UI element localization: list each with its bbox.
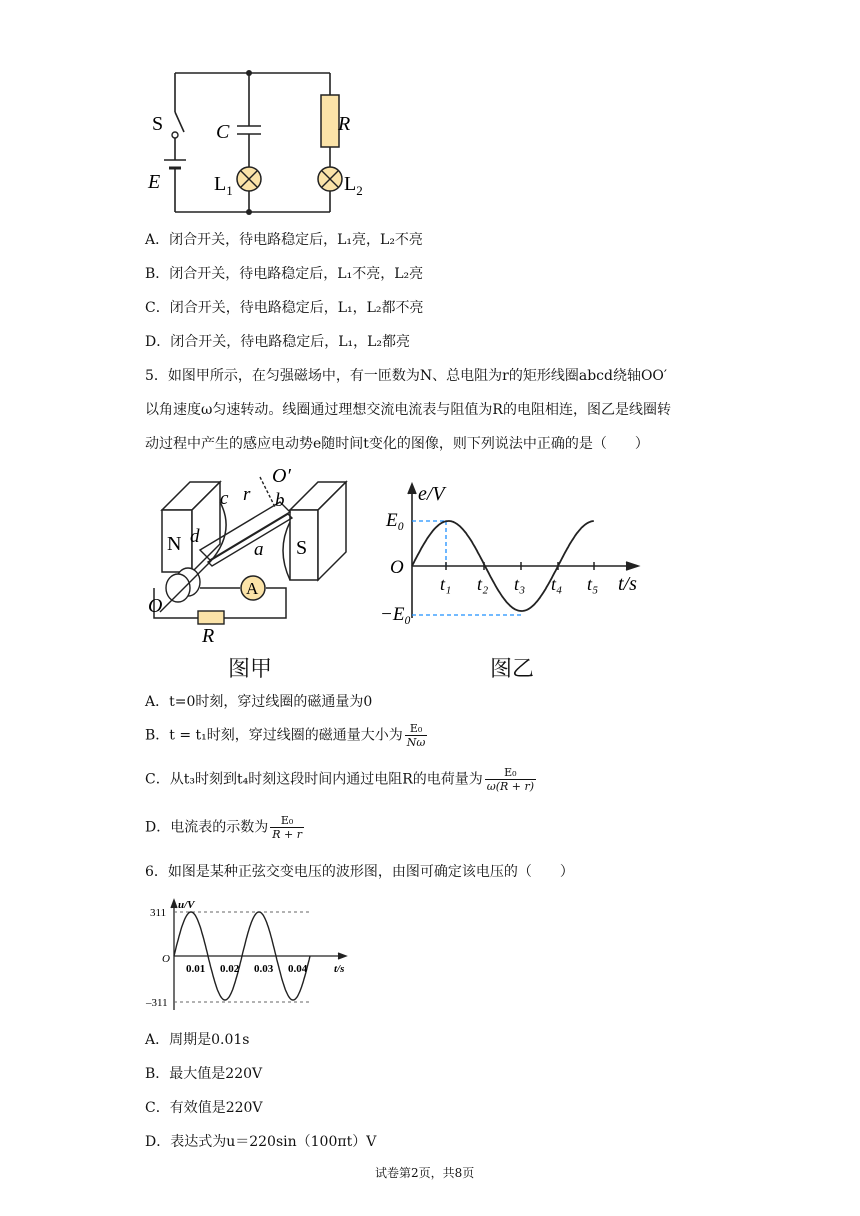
resistor-R-fig [198, 611, 224, 624]
q5-option-d [145, 814, 304, 841]
q6-option-d: D．表达式为u＝220sin（100πt）V [145, 1134, 377, 1150]
q6-stem: 6．如图是某种正弦交变电压的波形图，由图可确定该电压的（ ） [145, 864, 574, 880]
label-lamp2: $L_2$ [344, 173, 363, 198]
coil-c-label: c [220, 488, 229, 509]
label-battery: E [148, 171, 161, 193]
fraction-b [405, 722, 428, 749]
coil-b-label: b [275, 490, 285, 511]
yi-t5-label: t₅ [587, 574, 599, 594]
q6-ylabel: u/V [178, 899, 195, 911]
q6-xtick-label: 0.03 [254, 963, 274, 975]
page-footer: 试卷第2页，共8页 [375, 1166, 475, 1180]
fraction-c-den: ω(R + r) [486, 780, 535, 793]
axis-O-label: O [148, 595, 163, 617]
lamp-L2 [318, 167, 342, 191]
pole-N-label: N [167, 533, 182, 555]
q5-stem-line3: 动过程中产生的感应电动势e随时间t变化的图像，则下列说法中正确的是（ ） [145, 436, 649, 452]
fraction-b-num: E₀ [405, 722, 428, 736]
q4-option-c: C．闭合开关，待电路稳定后，L₁，L₂都不亮 [145, 300, 424, 316]
q5-stem-line1: 5．如图甲所示，在匀强磁场中，有一匝数为N、总电阻为r的矩形线圈abcd绕轴OO′ [145, 368, 668, 384]
pole-S-label: S [296, 537, 308, 559]
q6-option-b: B．最大值是220V [145, 1066, 263, 1082]
label-resistor: R [338, 113, 351, 135]
q6-ytick-top: 311 [150, 907, 167, 919]
lamp-L1 [237, 167, 261, 191]
fig-yi-caption: 图乙 [490, 657, 535, 682]
q6-xtick-label: 0.04 [288, 963, 308, 975]
q4-option-d: D．闭合开关，待电路稳定后，L₁，L₂都亮 [145, 334, 411, 350]
coil-a-label: a [254, 539, 264, 560]
yi-t2-label: t₂ [477, 574, 489, 594]
coil-r-label: r [243, 484, 251, 505]
fig-jia-caption: 图甲 [228, 657, 273, 682]
q6-option-a: A．周期是0.01s [145, 1032, 250, 1048]
label-lamp1: $L_1$ [214, 173, 233, 198]
fraction-d-num: E₀ [270, 814, 304, 828]
q6-ytick-bottom: –311 [146, 997, 168, 1009]
yi-ylabel: e/V [418, 483, 445, 505]
resistor-R-label: R [202, 625, 215, 647]
q4-option-b: B．闭合开关，待电路稳定后，L₁不亮，L₂亮 [145, 266, 424, 282]
yi-t3-label: t₃ [514, 574, 526, 594]
fraction-c [485, 766, 536, 793]
q5-stem-line2: 以角速度ω匀速转动。线圈通过理想交流电流表与阻值为R的电阻相连，图乙是线圈转 [145, 402, 671, 418]
voltage-waveform-chart [140, 896, 360, 1016]
coil-d-label: d [190, 526, 200, 547]
fraction-b-den: Nω [406, 736, 426, 749]
axis-O-prime-label: O′ [272, 465, 291, 487]
q5-option-c-text: C．从t₃时刻到t₄时刻这段时间内通过电阻R的电荷量为 [145, 771, 483, 788]
yi-origin-label: O [390, 557, 404, 578]
q5-option-d-text: D．电流表的示数为 [145, 819, 269, 836]
emf-time-graph [380, 478, 650, 628]
q6-option-c: C．有效值是220V [145, 1100, 263, 1116]
generator-figure [140, 462, 370, 652]
q6-xtick-label: 0.01 [186, 963, 206, 975]
q6-xtick-label: 0.02 [220, 963, 240, 975]
fraction-d-den: R + r [272, 828, 302, 841]
yi-negE0-label: −E₀ [380, 604, 412, 625]
q5-option-b-text: B．t = t₁时刻，穿过线圈的磁通量大小为 [145, 727, 403, 744]
yi-t1-label: t₁ [440, 574, 452, 594]
label-capacitor: C [216, 121, 230, 143]
yi-t4-label: t₄ [551, 574, 563, 594]
q6-xlabel: t/s [334, 963, 345, 975]
q5-option-b [145, 722, 427, 749]
yi-E0-label: E₀ [386, 510, 405, 531]
yi-xlabel: t/s [618, 573, 637, 595]
q6-origin: O [162, 953, 170, 965]
fraction-d [270, 814, 304, 841]
q5-option-a: A．t=0时刻，穿过线圈的磁通量为0 [145, 694, 373, 710]
label-switch: S [152, 113, 164, 135]
fraction-c-num: E₀ [485, 766, 536, 780]
resistor-symbol [321, 95, 339, 147]
q5-option-c [145, 766, 536, 793]
q4-option-a: A．闭合开关，待电路稳定后，L₁亮，L₂不亮 [145, 232, 423, 248]
ammeter-label: A [246, 579, 259, 598]
circuit-diagram [140, 60, 380, 225]
